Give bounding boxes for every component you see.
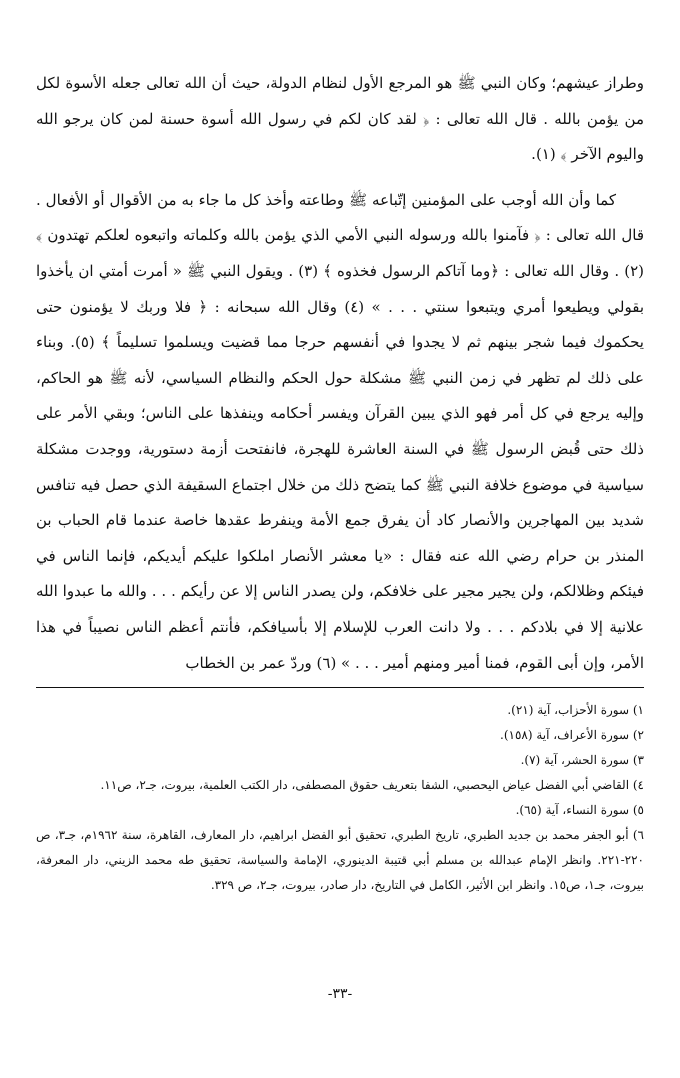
footnote-divider: [36, 687, 644, 688]
footnote-6: ٦) أبو الجفر محمد بن جديد الطبري، تاريخ الطبري، تحقيق أبو الفضل ابراهيم، دار المعارف، القاهرة، سنة ١٩٦٢م، جـ٣، ص ٢٢٠-٢٢١. وانظر الإمام عبدالله بن مسلم أبي قتيبة الدينوري، الإمامة والسياسة، تحقيق طه محمد الزيني، دار المعرفة، بيروت، جـ١، ص١٥. وانظر ابن الأثير، الكامل في التاريخ، دار صادر، بيروت، جـ٢، ص ٣٢٩.: [36, 828, 644, 893]
footnote-5: ٥) سورة النساء، آية (٦٥).: [515, 803, 644, 818]
footnote-2: ٢) سورة الأعراف، آية (١٥٨).: [500, 728, 644, 743]
body-paragraph-1: وطراز عيشهم؛ وكان النبي ﷺ هو المرجع الأول لنظام الدولة، حيث أن الله تعالى جعله الأسوة لكل من يؤمن بالله . قال الله تعالى : ﴿ لقد كان لكم في رسول الله أسوة حسنة لمن كان يرجو الله واليوم الآخر ﴾ (١).: [36, 74, 644, 164]
footnote-1: ١) سورة الأحزاب، آية (٢١).: [507, 703, 644, 718]
footnote-4: ٤) القاضي أبي الفضل عياض اليحصبي، الشفا بتعريف حقوق المصطفى، دار الكتب العلمية، بيروت، جـ٢، ص١١.: [100, 778, 644, 793]
body-paragraph-2: كما وأن الله أوجب على المؤمنين إتّباعه ﷺ وطاعته وأخذ كل ما جاء به من الأقوال أو الأفعال . قال الله تعالى : ﴿ فآمنوا بالله ورسوله النبي الأمي الذي يؤمن بالله وكلماته واتبعوه لعلكم تهتدون ﴾ (٢) . وقال الله تعالى : ﴿وما آتاكم الرسول فخذوه ﴾ (٣) . ويقول النبي ﷺ « أمرت أمتي ان يأخذوا بقولي ويطيعوا أمري ويتبعوا سنتي . . . » (٤) وقال الله سبحانه : ﴿ فلا وربك لا يؤمنون حتى يحكموك فيما شجر بينهم ثم لا يجدوا في أنفسهم حرجا مما قضيت ويسلموا تسليماً ﴾ (٥). وبناء على ذلك لم تظهر في زمن النبي ﷺ مشكلة حول الحكم والنظام السياسي، لأنه ﷺ هو الحاكم، وإليه يرجع في كل أمر فهو الذي يبين القرآن ويفسر أحكامه وينفذها على الناس؛ وبقي الأمر على ذلك حتى قُبض الرسول ﷺ في السنة العاشرة للهجرة، فانفتحت أزمة دستورية، ووجدت مشكلة سياسية في موضوع خلافة النبي ﷺ كما يتضح ذلك من خلال اجتماع السقيفة الذي حصل فيه تنافس شديد بين المهاجرين والأنصار كاد أن يفرق جمع الأمة وينفرط عقدها خاصة عندما قام الحباب بن المنذر بن حرام رضي الله عنه فقال : «يا معشر الأنصار املكوا عليكم أيديكم، فإنما الناس في فيئكم وظلالكم، ولن يجير مجير على خلافكم، ولن يصدر الناس إلا عن رأيكم . . . والله ما عبدوا الله علانية إلا في بلادكم . . . ولا دانت العرب للإسلام إلا بأسيافكم، فأنتم أعظم الناس نصيباً في هذا الأمر، وإن أبى القوم، فمنا أمير ومنهم أمير . . . » (٦) وردّ عمر بن الخطاب: [36, 190, 644, 672]
document-page: [36, 66, 644, 898]
body-text: [36, 66, 644, 681]
footnotes-list: [36, 698, 644, 898]
page-number: -٣٣-: [327, 986, 353, 1002]
footnote-3: ٣) سورة الحشر، آية (٧).: [520, 753, 644, 768]
